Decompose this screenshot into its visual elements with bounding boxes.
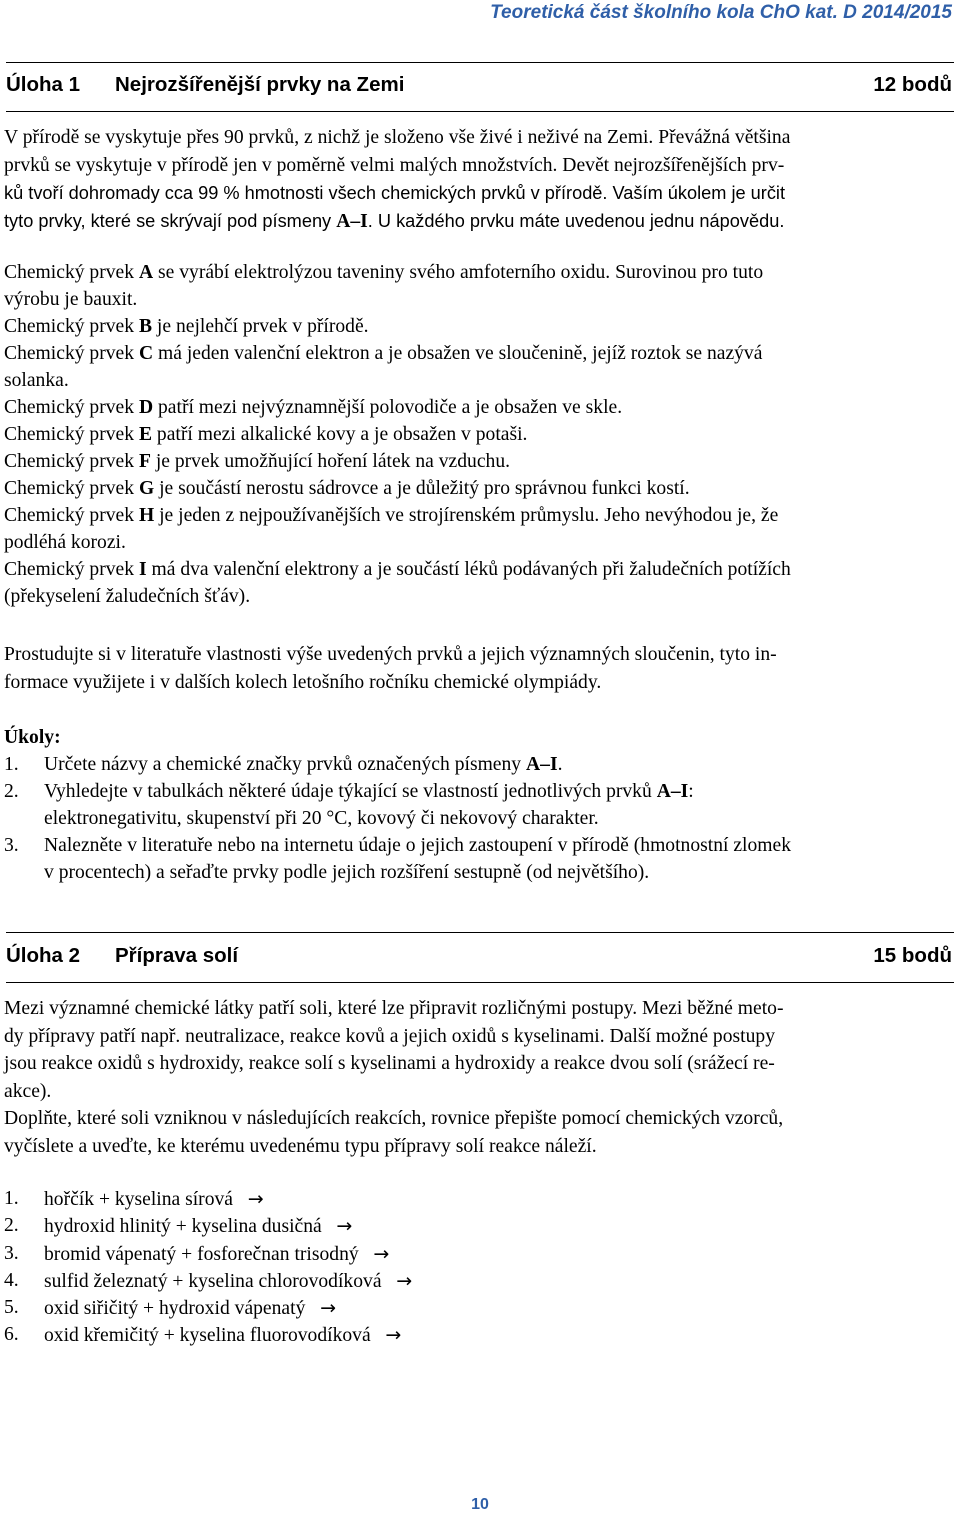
task2-number: Úloha 2 bbox=[6, 944, 81, 967]
task1-study: Prostudujte si v literatuře vlastnosti výše uvedených prvků a jejich významných sloučenin, tyto in- formace využijete i v dalších kolech letošního ročníku chemické olympiády. bbox=[4, 644, 777, 693]
divider-top bbox=[6, 932, 954, 933]
arrow-icon: → bbox=[385, 1324, 402, 1347]
task1-title: Nejrozšířenější prvky na Zemi bbox=[115, 73, 405, 96]
hint-g: Chemický prvek G je součástí nerostu sádrovce a je důležitý pro správnou funkci kostí. bbox=[4, 478, 690, 499]
arrow-icon: → bbox=[247, 1188, 264, 1210]
hint-c: Chemický prvek C má jeden valenční elektron a je obsažen ve sloučenině, jejíž roztok se nazývá bbox=[4, 343, 763, 364]
task-item: 1. Určete názvy a chemické značky prvků označených písmeny A–I. bbox=[4, 754, 563, 775]
arrow-icon: → bbox=[396, 1269, 413, 1292]
tasks-heading: Úkoly: bbox=[4, 727, 61, 748]
task2-title: Příprava solí bbox=[115, 944, 239, 967]
task-item: 3. Nalezněte v literatuře nebo na internetu údaje o jejich zastoupení v přírodě (hmotnostní zlomek bbox=[4, 835, 792, 856]
divider-top bbox=[6, 62, 954, 63]
hint-f: Chemický prvek F je prvek umožňující hoření látek na vzduchu. bbox=[4, 451, 511, 472]
reaction-list bbox=[0, 1188, 960, 1352]
reaction-item: 6. oxid křemičitý + kyselina fluorovodíková → bbox=[4, 1324, 402, 1347]
reaction-item: 4. sulfid železnatý + kyselina chlorovodíková → bbox=[4, 1269, 413, 1292]
task-item: 2. Vyhledejte v tabulkách některé údaje týkající se vlastností jednotlivých prvků A–I: bbox=[4, 781, 694, 802]
task1-hints: Chemický prvek A se vyrábí elektrolýzou taveniny svého amfoterního oxidu. Surovinou pro tuto výrobu je bauxit. Chemický prvek B je nejlehčí prvek v přírodě. Chemický prvek C má jeden valenční elektron a je obsažen ve sloučenině, jejíž roztok se nazývá solanka. Chemický prvek D patří mezi nejvýznamnější polovodiče a je obsažen ve skle. Chemický prvek E patří mezi alkalické kovy a je obsažen v potaši. Chemický prvek F je prvek umožňující hoření látek na vzduchu. Chemický prvek G je součástí nerostu sádrovce a je důležitý pro správnou funkci kostí. Chemický prvek H je jeden z nejpoužívanějších ve strojírenském průmyslu. Jeho nevýhodou je, že podléhá korozi. Chemický prvek I má dva valenční elektrony a je součástí léků podávaných při žaludečních potížích (překyselení žaludečních šťáv). bbox=[4, 262, 956, 613]
task1-points: 12 bodů bbox=[873, 73, 952, 96]
reaction-item: 3. bromid vápenatý + fosforečnan trisodný → bbox=[4, 1242, 390, 1265]
task1-number: Úloha 1 bbox=[6, 73, 81, 96]
hint-h: Chemický prvek H je jeden z nejpoužívanějších ve strojírenském průmyslu. Jeho nevýhodou je, že bbox=[4, 505, 779, 526]
hint-e: Chemický prvek E patří mezi alkalické kovy a je obsažen v potaši. bbox=[4, 424, 528, 445]
document-header: Teoretická část školního kola ChO kat. D 2014/2015 bbox=[490, 2, 952, 23]
divider-bottom bbox=[6, 111, 954, 112]
divider-bottom bbox=[6, 982, 954, 983]
hint-d: Chemický prvek D patří mezi nejvýznamnější polovodiče a je obsažen ve skle. bbox=[4, 397, 623, 418]
reaction-item: 2. hydroxid hlinitý + kyselina dusičná → bbox=[4, 1215, 353, 1238]
arrow-icon: → bbox=[320, 1297, 336, 1320]
page-number: 10 bbox=[471, 1496, 489, 1513]
hint-a: Chemický prvek A se vyrábí elektrolýzou taveniny svého amfoterního oxidu. Surovinou pro tuto bbox=[4, 262, 764, 283]
arrow-icon: → bbox=[373, 1242, 390, 1265]
arrow-icon: → bbox=[336, 1215, 353, 1238]
task1-list: 1. Určete názvy a chemické značky prvků označených písmeny A–I. 2. Vyhledejte v tabulkách některé údaje týkající se vlastností jednotlivých prvků A–I: elektronegativitu, skupenství při 20 °C, kovový či nekovový charakter. 3. Nalezněte v literatuře nebo na internetu údaje o jejich zastoupení v přírodě (hmotnostní zlomek v procentech) a seřaďte prvky podle jejich rozšíření sestupně (od největšího). bbox=[0, 754, 960, 889]
reaction-item: 5. oxid siřičitý + hydroxid vápenatý → bbox=[4, 1297, 336, 1320]
task2-points: 15 bodů bbox=[873, 944, 952, 967]
task2-intro: Mezi významné chemické látky patří soli, které lze připravit rozličnými postupy. Mezi běžné meto- dy přípravy patří např. neutralizace, reakce kovů a jejich oxidů s kyselinami. Další možné postupy jsou reakce oxidů s hydroxidy, reakce solí s kyselinami a hydroxidy a reakce dvou solí (srážecí re- akce). Doplňte, které soli vzniknou v následujících reakcích, rovnice přepište pomocí chemických vzorců, vyčíslete a uveďte, ke kterému uvedenému typu přípravy solí reakce náleží. bbox=[4, 998, 784, 1157]
hint-b: Chemický prvek B je nejlehčí prvek v přírodě. bbox=[4, 316, 369, 337]
task1-intro: V přírodě se vyskytuje přes 90 prvků, z nichž je složeno vše živé i neživé na Zemi. Převážná většina prvků se vyskytuje v přírodě jen v poměrně velmi malých množstvích. Devět nejrozšířenějších prv- ků tvoří dohromady cca 99 % hmotnosti všech chemických prvků v přírodě. Vaším úkolem je určit tyto prvky, které se skrývají pod písmeny A–I. U každého prvku máte uvedenou jednu nápovědu. bbox=[4, 127, 791, 232]
hint-i: Chemický prvek I má dva valenční elektrony a je součástí léků podávaných při žaludečních potížích bbox=[4, 559, 791, 580]
reaction-item: 1. hořčík + kyselina sírová → bbox=[4, 1188, 264, 1210]
